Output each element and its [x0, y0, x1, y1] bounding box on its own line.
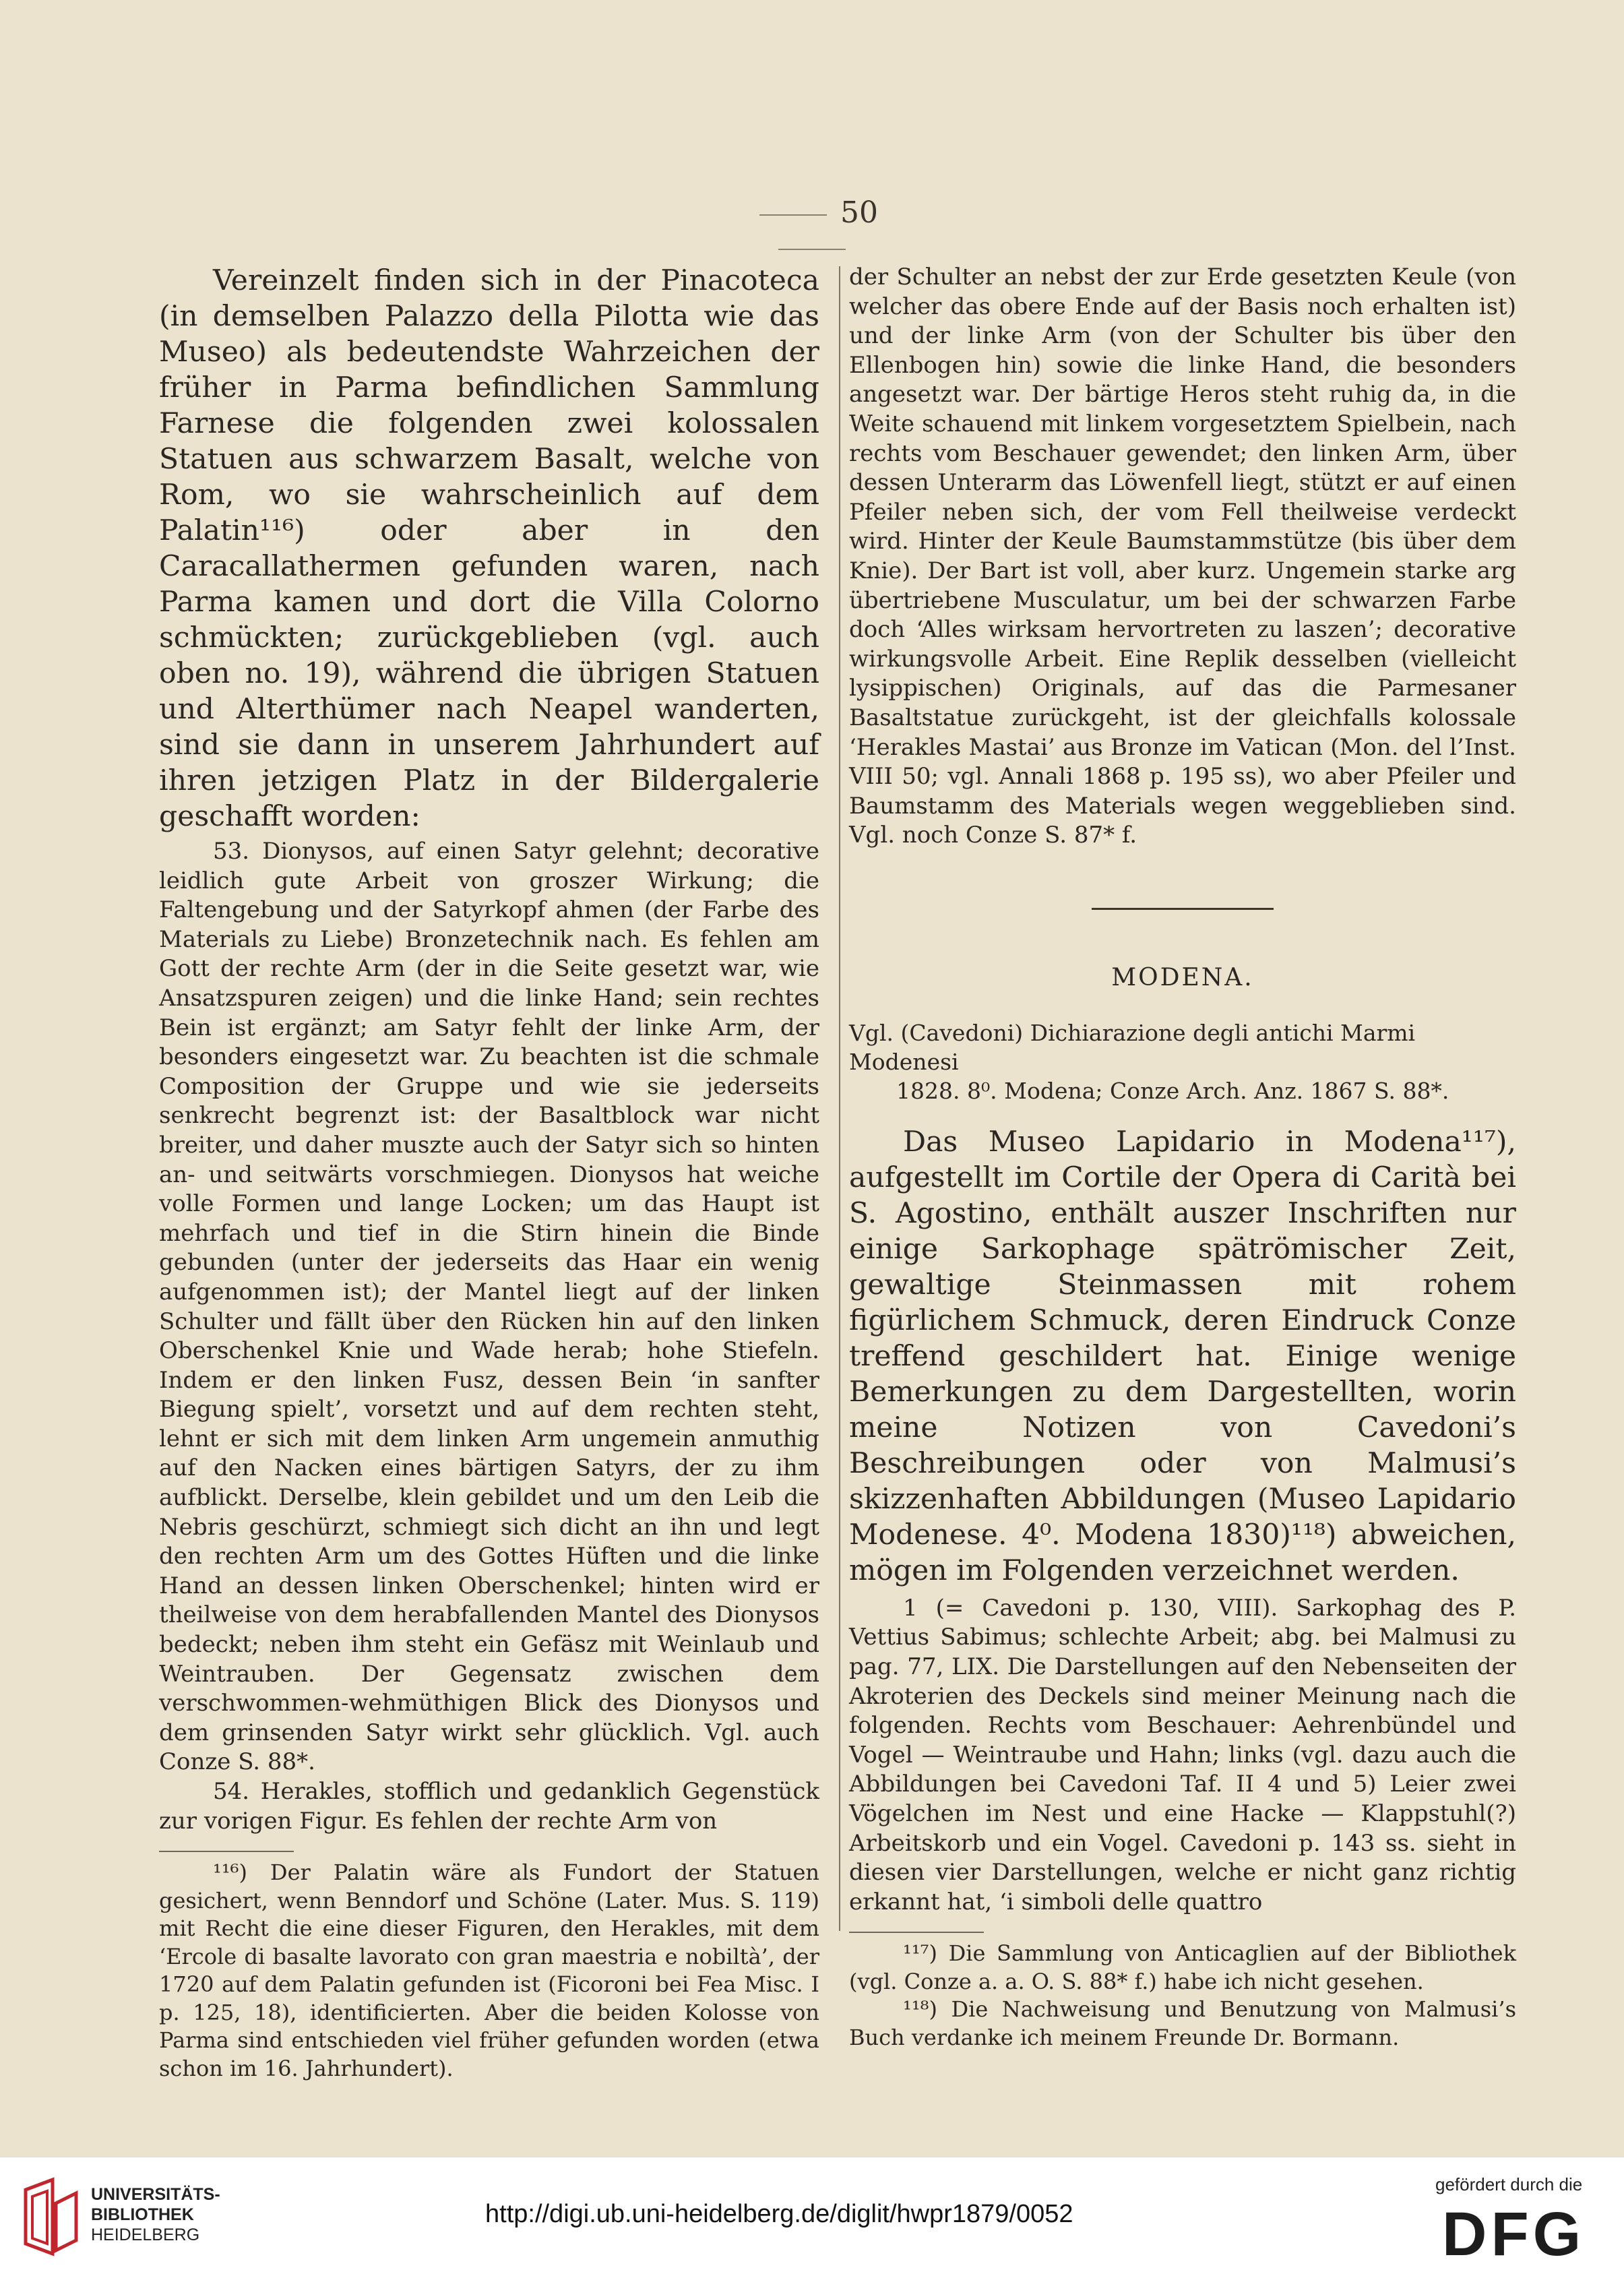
library-name-line-2: BIBLIOTHEK [91, 2205, 194, 2224]
right-paragraph-sarkophag-1: 1 (= Cavedoni p. 130, VIII). Sarkophag des P. Vettius Sabimus; schlechte Arbeit; abg. bei Malmusi zu pag. 77, LIX. Die Darstellungen auf den Nebenseiten der Akroterien des Deckels sind meiner Meinung nach die folgenden. Rechts vom Beschauer: Aehrenbündel und Vogel — Weintraube und Hahn; links (vgl. dazu auch die Abbildungen bei Cavedoni Taf. II 4 und 5) Leier zwei Vögelchen im Nest und eine Hacke — Klappstuhl(?) Arbeitskorb und ein Vogel. Cavedoni p. 143 ss. sieht in diesen vier Darstellungen, welche er nicht ganz richtig erkannt hat, ‘i simboli delle quattro [849, 1594, 1516, 1915]
footnote-rule-left [159, 1851, 294, 1852]
column-divider [839, 266, 840, 1931]
library-name-line-1: UNIVERSITÄTS- [91, 2185, 220, 2204]
dfg-logo: DFG [1442, 2200, 1586, 2269]
library-name [91, 2184, 220, 2245]
footnote-116: ¹¹⁶) Der Palatin wäre als Fundort der Statuen gesichert, wenn Benndorf und Schöne (Later. Mus. S. 119) mit Recht die eine dieser Figuren, den Herakles, mit dem ‘Ercole di basalte lavorato con gran maestria e nobiltà’, der 1720 auf dem Palatin gefunden ist (Ficoroni bei Fea Misc. I p. 125, 18), identificierten. Aber die beiden Kolosse von Parma sind entschieden viel früher gefunden worden (etwa schon im 16. Jahrhundert). [159, 1860, 819, 2081]
footnote-118: ¹¹⁸) Die Nachweisung und Benutzung von Malmusi’s Buch verdanke ich meinem Freunde Dr. Bormann. [849, 1996, 1516, 2050]
digitization-footer [0, 2157, 1624, 2274]
reference-line-2: 1828. 8⁰. Modena; Conze Arch. Anz. 1867 S. 88*. [896, 1077, 1449, 1104]
page-number-dash-left [759, 214, 827, 216]
permalink-url[interactable]: http://digi.ub.uni-heidelberg.de/diglit/hwpr1879/0052 [485, 2200, 1073, 2228]
university-library-logo-icon [19, 2176, 81, 2257]
bibliography-reference [849, 1018, 1516, 1105]
page-number [701, 195, 923, 264]
left-paragraph-53-dionysos: 53. Dionysos, auf einen Satyr gelehnt; decorative leidlich gute Arbeit von groszer Wirkung; die Faltengebung und der Satyrkopf ahmen (der Farbe des Materials zu Liebe) Bronzetechnik nach. Es fehlen am Gott der rechte Arm (der in die Seite gesetzt war, wie Ansatzspuren zeigen) und die linke Hand; sein rechtes Bein ist ergänzt; am Satyr fehlt der linke Arm, der besonders eingesetzt war. Zu beachten ist die schmale Composition der Gruppe und wie sie jederseits senkrecht begrenzt ist: der Basaltblock war nicht breiter, und daher muszte auch der Satyr sich so hinten an- und seitwärts vorschmiegen. Dionysos hat weiche volle Formen und lange Locken; um das Haupt ist mehrfach und tief in die Stirn hinein die Binde gebunden (unter der jederseits das Haar ein wenig aufgenommen ist); der Mantel liegt auf der linken Schulter und fällt über den Rücken hin auf den linken Oberschenkel Knie und Wade herab; hohe Stiefeln. Indem er den linken Fusz, dessen Bein ‘in sanfter Biegung spielt’, vorsetzt und auf dem rechten steht, lehnt er sich mit dem linken Arm ungemein anmuthig auf den Nacken eines bärtigen Satyrs, der zu ihm aufblickt. Derselbe, klein gebildet und um den Leib die Nebris geschürzt, schmiegt sich dicht an ihn und legt den rechten Arm um des Gottes Hüften und die linke Hand an dessen linken Oberschenkel; hinten wird er theilweise von dem herabfallenden Mantel des Dionysos bedeckt; neben ihm steht ein Gefäsz mit Weinlaub und Weintrauben. Der Gegensatz zwischen dem verschwommen-wehmüthigen Blick des Dionysos und dem grinsenden Satyr wirkt sehr glücklich. Vgl. auch Conze S. 88*. [159, 838, 819, 1776]
right-paragraph-museo-lapidario: Das Museo Lapidario in Modena¹¹⁷), aufgestellt im Cortile der Opera di Carità bei S. Agostino, enthält auszer Inschriften nur einige Sarkophage spätrömischer Zeit, gewaltige Steinmassen mit rohem figürlichem Schmuck, deren Eindruck Conze treffend geschildert hat. Einige wenige Bemerkungen zu dem Dargestellten, worin meine Notizen von Cavedoni’s Beschreibungen oder von Malmusi’s skizzenhaften Abbildungen (Museo Lapidario Modenese. 4⁰. Modena 1830)¹¹⁸) abweichen, mögen im Folgenden verzeichnet werden. [849, 1125, 1516, 1587]
reference-line-1: Vgl. (Cavedoni) Dichiarazione degli antichi Marmi Modenesi [849, 1019, 1416, 1075]
library-name-line-3: HEIDELBERG [91, 2225, 200, 2244]
left-column [159, 263, 819, 2083]
page-number-text: 50 [840, 195, 878, 230]
page-number-dash-right [778, 249, 846, 250]
right-column [849, 263, 1516, 2052]
left-paragraph-intro: Vereinzelt finden sich in der Pinacoteca (in demselben Palazzo della Pilotta wie das Museo) als bedeutendste Wahrzeichen der früher in Parma befindlichen Sammlung Farnese die folgenden zwei kolossalen Statuen aus schwarzem Basalt, welche von Rom, wo sie wahrscheinlich auf dem Palatin¹¹⁶) oder aber in den Caracallathermen gefunden waren, nach Parma kamen und dort die Villa Colorno schmückten; zurückgeblieben (vgl. auch oben no. 19), während die übrigen Statuen und Alterthümer nach Neapel wanderten, sind sie dann in unserem Jahrhundert auf ihren jetzigen Platz in der Bildergalerie geschafft worden: [159, 264, 819, 833]
right-paragraph-herakles-cont: der Schulter an nebst der zur Erde gesetzten Keule (von welcher das obere Ende auf der Basis noch erhalten ist) und der linke Arm (von der Schulter bis über den Ellenbogen hin) sowie die linke Hand, die besonders angesetzt war. Der bärtige Heros steht ruhig da, in die Weite schauend mit linkem vorgesetztem Spielbein, nach rechts vom Beschauer gewendet; den linken Arm, über dessen Unterarm das Löwenfell liegt, stützt er auf einen Pfeiler neben sich, der vom Fell theilweise verdeckt wird. Hinter der Keule Baumstammstütze (bis über dem Knie). Der Bart ist voll, aber kurz. Ungemein starke arg übertriebene Musculatur, um bei der schwarzen Farbe doch ‘Alles wirksam hervortreten zu laszen’; decorative wirkungsvolle Arbeit. Eine Replik desselben (vielleicht lysippischen) Originals, auf das die Parmesaner Basaltstatue zurückgeht, ist der gleichfalls kolossale ‘Herakles Mastai’ aus Bronze im Vatican (Mon. del l’Inst. VIII 50; vgl. Annali 1868 p. 195 ss), wo aber Pfeiler und Baumstamm des Materials wegen weggeblieben sind. Vgl. noch Conze S. 87* f. [849, 264, 1516, 849]
left-paragraph-54-herakles: 54. Herakles, stofflich und gedanklich Gegenstück zur vorigen Figur. Es fehlen der rechte Arm von [159, 1778, 819, 1835]
section-heading-modena: MODENA. [1111, 963, 1254, 991]
section-rule [1092, 908, 1274, 910]
footnote-rule-right [849, 1932, 984, 1933]
footnote-117: ¹¹⁷) Die Sammlung von Anticaglien auf der Bibliothek (vgl. Conze a. a. O. S. 88* f.) habe ich nicht gesehen. [849, 1940, 1516, 1994]
funder-label: gefördert durch die [1435, 2174, 1583, 2194]
